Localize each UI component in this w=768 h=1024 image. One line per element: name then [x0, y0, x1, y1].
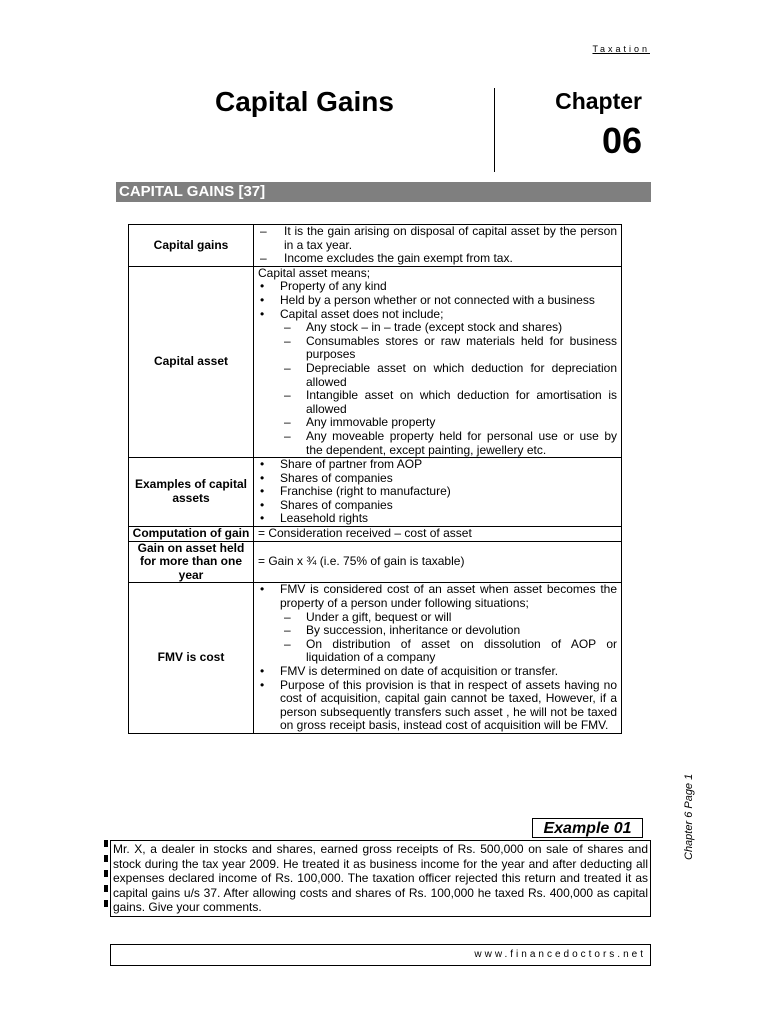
row-content [254, 266, 622, 457]
list-item: • Purpose of this provision is that in respect of assets having no cost of acquisition, capital gain cannot be taxed, However, if a person subsequently transfers such asset , he will not be taxed on gross receipt basis, instead cost of acquisition will be FMV. [258, 679, 617, 733]
table-row-computation [129, 527, 622, 542]
list-item: • Shares of companies [258, 499, 617, 513]
table-row-gain-one-year [129, 541, 622, 583]
row-intro: Capital asset means; [258, 265, 371, 280]
sub-list-item: – Under a gift, bequest or will [258, 611, 617, 625]
table-row-fmv [129, 583, 622, 734]
list-item: • Capital asset does not include; [258, 308, 617, 322]
list-item: • Held by a person whether or not connected with a business [258, 294, 617, 308]
table-row-capital-gains [129, 225, 622, 267]
list-item: – Income excludes the gain exempt from tax. [258, 252, 617, 266]
example-text: Mr. X, a dealer in stocks and shares, earned gross receipts of Rs. 500,000 on sale of shares and stock during the tax year 2009. He treated it as business income for the year and after deducting all expenses declared income of Rs. 100,000. The taxation officer rejected this return and treated it as capital gains u/s 37. After allowing costs and shares of Rs. 100,000 he taxed Rs. 400,000 as capital gains. Give your comments. [110, 840, 651, 917]
sub-list-item: – Any stock – in – trade (except stock and shares) [258, 321, 617, 335]
page-title: Capital Gains [215, 86, 394, 117]
sub-list-item: – By succession, inheritance or devolution [258, 624, 617, 638]
sub-list-item: – Any immovable property [258, 416, 617, 430]
footer [110, 944, 651, 966]
list-item: • FMV is determined on date of acquisition or transfer. [258, 665, 617, 679]
sub-list-item: – Any moveable property held for personal use or use by the dependent, except painting, jewellery etc. [258, 430, 617, 457]
list-item: • Franchise (right to manufacture) [258, 485, 617, 499]
sub-list-item: – Intangible asset on which deduction for amortisation is allowed [258, 389, 617, 416]
sub-list-item: – Consumables stores or raw materials held for business purposes [258, 335, 617, 362]
example-label: Example 01 [532, 818, 643, 838]
title-divider [494, 88, 495, 172]
side-page-label: Chapter 6 Page 1 [683, 773, 695, 860]
row-label: FMV is cost [129, 583, 254, 734]
table-row-capital-asset [129, 266, 622, 457]
list-item: • Share of partner from AOP [258, 458, 617, 472]
list-item: • FMV is considered cost of an asset when asset becomes the property of a person under following situations; [258, 583, 617, 610]
row-label: Computation of gain [129, 527, 254, 542]
row-content [254, 583, 622, 734]
footer-website: www.financedoctors.net [474, 949, 646, 960]
row-content: = Gain x ¾ (i.e. 75% of gain is taxable) [254, 541, 622, 583]
sub-list-item: – Depreciable asset on which deduction for depreciation allowed [258, 362, 617, 389]
row-label: Capital gains [129, 225, 254, 267]
row-content: = Consideration received – cost of asset [254, 527, 622, 542]
running-head: Taxation [592, 44, 650, 54]
list-item: • Leasehold rights [258, 512, 617, 526]
sub-list-item: – On distribution of asset on dissolution of AOP or liquidation of a company [258, 638, 617, 665]
list-item: – It is the gain arising on disposal of capital asset by the person in a tax year. [258, 225, 617, 252]
chapter-label: Chapter [555, 88, 642, 114]
capital-gains-table [128, 224, 622, 734]
section-heading: CAPITAL GAINS [37] [116, 182, 651, 202]
row-content [254, 225, 622, 267]
row-content [254, 458, 622, 527]
list-item: • Shares of companies [258, 472, 617, 486]
row-label: Capital asset [129, 266, 254, 457]
chapter-number: 06 [601, 120, 642, 161]
row-label: Gain on asset held for more than one year [129, 541, 254, 583]
row-label: Examples of capital assets [129, 458, 254, 527]
table-row-examples [129, 458, 622, 527]
list-item: • Property of any kind [258, 280, 617, 294]
